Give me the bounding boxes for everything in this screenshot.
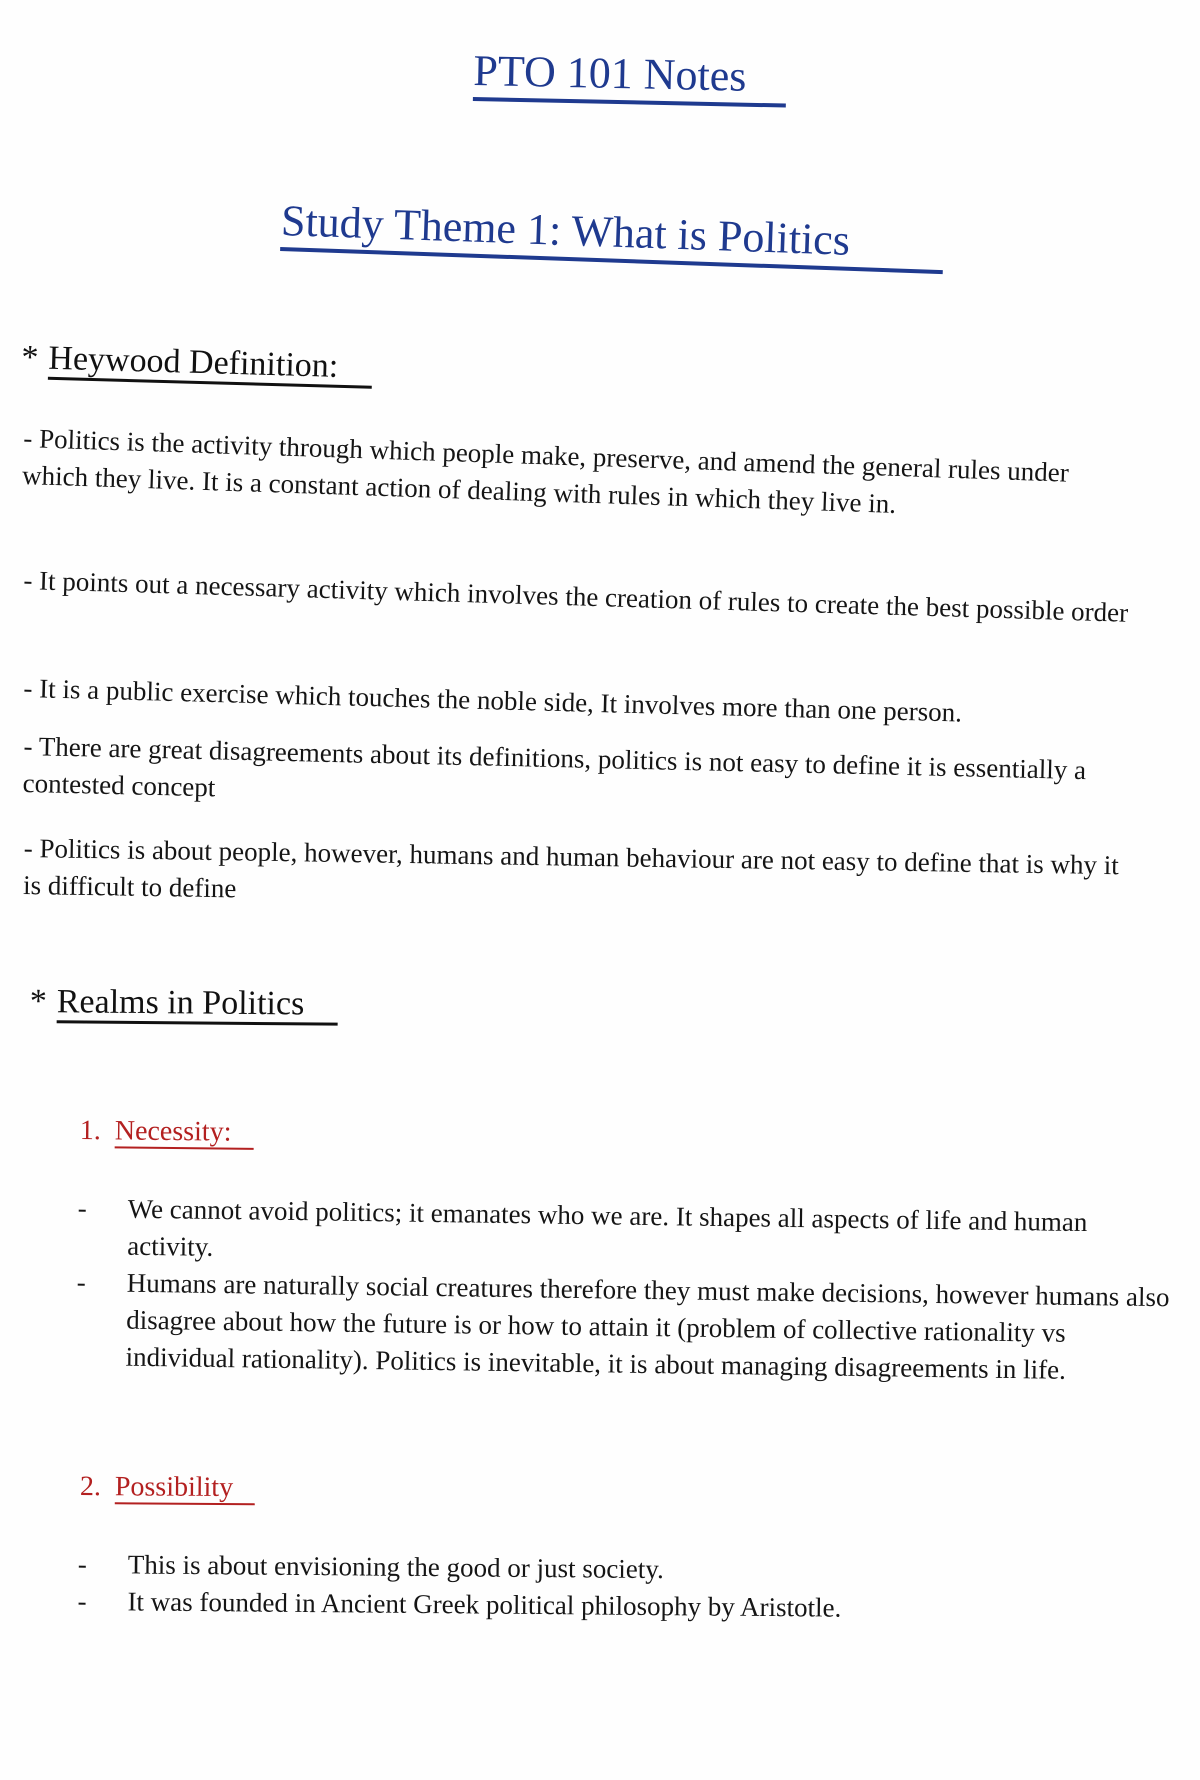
dash-bullet: - — [76, 1266, 86, 1298]
subheading-number: 2. — [79, 1471, 101, 1503]
subheading-text: Possibility — [115, 1471, 255, 1505]
asterisk-bullet: * — [29, 982, 47, 1021]
list-item-text: This is about envisioning the good or just society. — [127, 1549, 664, 1585]
dash-bullet: - — [77, 1548, 87, 1580]
dash-bullet: - — [77, 1192, 87, 1224]
section-heading-text: Realms in Politics — [57, 983, 339, 1025]
document-title: PTO 101 Notes — [473, 46, 787, 107]
necessity-list — [75, 1190, 1177, 1390]
paragraph: - Politics is about people, however, humans and human behaviour are not easy to define that is why it is difficult to define — [22, 832, 1119, 904]
section-heading-text: Heywood Definition: — [48, 340, 373, 389]
possibility-list — [77, 1546, 1178, 1630]
paragraph: - It points out a necessary activity which involves the creation of rules to create the best possible order — [23, 564, 1129, 628]
section-heading-heywood — [21, 338, 373, 389]
list-item-text: It was founded in Ancient Greek political philosophy by Aristotle. — [127, 1586, 842, 1623]
paragraph: - Politics is the activity through which people make, preserve, and amend the general rules under which they live. It is a constant action of dealing with rules in which they live in. — [21, 422, 1070, 519]
dash-bullet: - — [77, 1585, 87, 1617]
study-theme-title: Study Theme 1: What is Politics — [280, 196, 945, 274]
asterisk-bullet: * — [20, 338, 39, 377]
list-item-text: We cannot avoid politics; it emanates who we are. It shapes all aspects of life and human activity. — [127, 1193, 1088, 1262]
paragraph: - It is a public exercise which touches the noble side, It involves more than one person. — [23, 672, 963, 728]
section-heading-realms — [30, 982, 339, 1025]
list-item — [75, 1264, 1176, 1390]
subheading-number: 1. — [79, 1115, 101, 1147]
subheading-necessity — [80, 1114, 254, 1149]
list-item-text: Humans are naturally social creatures therefore they must make decisions, however humans also disagree about how the future is or how to attain it (problem of collective rationality vs individual rationality). Politics is inevitable, it is about managing disagreements in life. — [125, 1267, 1170, 1385]
paragraph: - There are great disagreements about its definitions, politics is not easy to define it is essentially a contested concept — [22, 730, 1087, 803]
subheading-possibility — [80, 1470, 255, 1505]
subheading-text: Necessity: — [115, 1115, 254, 1149]
